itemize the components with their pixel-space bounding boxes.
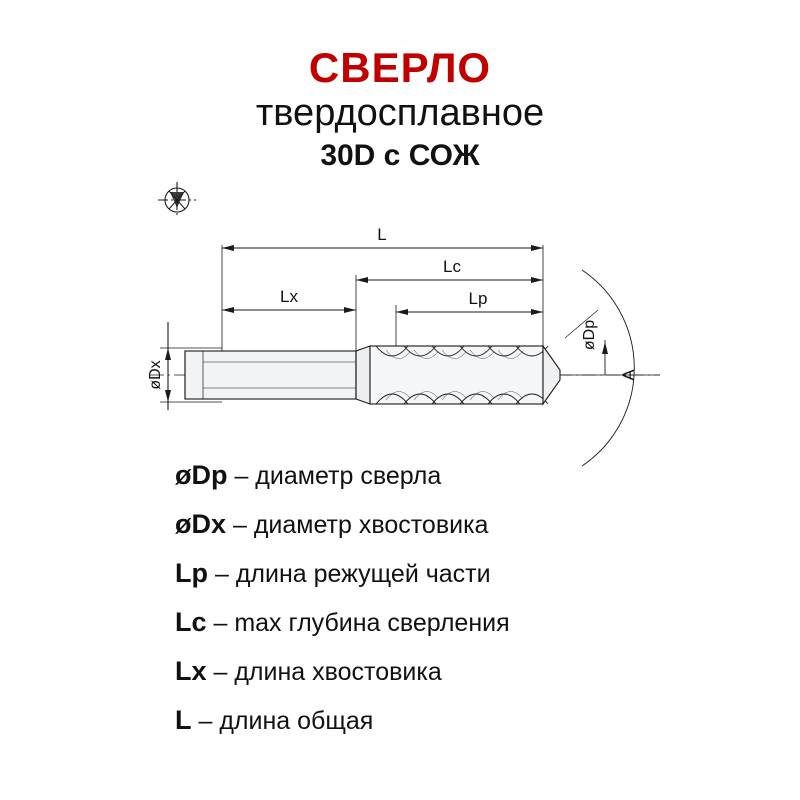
legend-symbol: øDx — [175, 509, 227, 539]
legend-dash: – — [234, 462, 249, 490]
svg-text:Lc: Lc — [443, 257, 461, 276]
legend-description: диаметр сверла — [255, 462, 442, 490]
legend-dash: – — [232, 511, 247, 539]
title-block — [0, 46, 800, 174]
dimension-flute-length — [396, 289, 543, 355]
svg-text:øDx: øDx — [147, 360, 164, 390]
page-title: СВЕРЛО — [308, 44, 492, 91]
legend-dash: – — [213, 609, 228, 637]
legend-symbol: Lc — [175, 607, 207, 637]
dimension-max-depth — [356, 257, 543, 355]
legend-list — [175, 462, 775, 756]
legend-item-lx — [175, 658, 775, 685]
legend-item-dp — [175, 462, 775, 489]
legend-description: длина хвостовика — [234, 658, 442, 686]
dimension-point-angle — [560, 270, 660, 466]
legend-symbol: øDp — [175, 460, 228, 490]
legend-dash: – — [214, 560, 229, 588]
projection-symbol-icon — [158, 182, 196, 218]
legend-item-dx — [175, 511, 775, 538]
legend-symbol: Lx — [175, 656, 207, 686]
legend-dash: – — [213, 658, 228, 686]
legend-item-lc — [175, 609, 775, 636]
technical-drawing — [0, 170, 800, 480]
page-subtitle-type: 30D с СОЖ — [320, 138, 480, 172]
svg-text:L: L — [377, 225, 387, 244]
page-subtitle-material: твердосплавное — [255, 92, 545, 135]
legend-item-lp — [175, 560, 775, 587]
svg-text:Lp: Lp — [468, 289, 488, 308]
legend-description: длина общая — [219, 707, 374, 735]
legend-description: длина режущей части — [235, 560, 491, 588]
legend-description: диаметр хвостовика — [253, 511, 489, 539]
svg-text:A: A — [619, 369, 638, 381]
legend-description: max глубина сверления — [234, 609, 510, 637]
legend-symbol: L — [175, 705, 192, 735]
dimension-shank-length — [222, 287, 356, 313]
svg-text:øDp: øDp — [581, 319, 598, 351]
legend-dash: – — [198, 707, 213, 735]
dimension-drill-diameter — [565, 310, 598, 350]
legend-item-l — [175, 707, 775, 734]
legend-symbol: Lp — [175, 558, 208, 588]
svg-text:Lx: Lx — [280, 287, 298, 306]
